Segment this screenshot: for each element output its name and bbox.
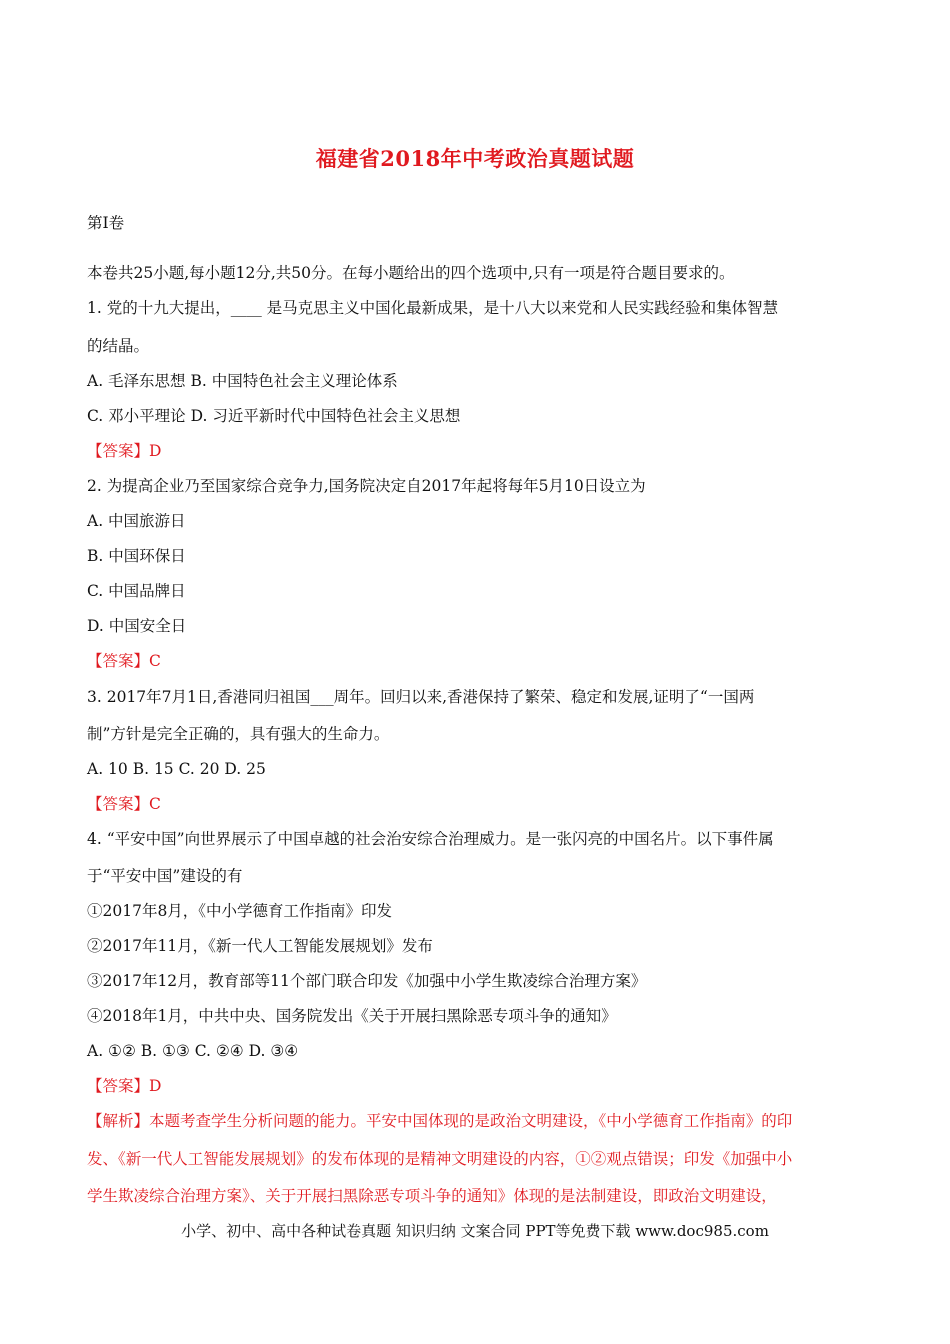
question-2-answer: 【答案】C <box>87 652 161 670</box>
question-4-item-4: ④2018年1月，中共中央、国务院发出《关于开展扫黑除恶专项斗争的通知》 <box>87 1007 617 1025</box>
question-4-line-1: 4. “平安中国”向世界展示了中国卓越的社会治安综合治理威力。是一张闪亮的中国名片。以下事件属 <box>87 830 774 848</box>
page-footer: 小学、初中、高中各种试卷真题 知识归纳 文案合同 PPT等免费下载 www.doc985.com <box>181 1222 769 1240</box>
instructions: 本卷共25小题,每小题12分,共50分。在每小题给出的四个选项中,只有一项是符合题目要求的。 <box>87 264 735 282</box>
question-4-line-2: 于“平安中国”建设的有 <box>87 867 243 885</box>
question-2-option-b: B. 中国环保日 <box>87 547 186 565</box>
question-1-options-cd: C. 邓小平理论 D. 习近平新时代中国特色社会主义思想 <box>87 407 461 425</box>
question-3-line-2: 制”方针是完全正确的，具有强大的生命力。 <box>87 725 390 743</box>
question-4-options: A. ①② B. ①③ C. ②④ D. ③④ <box>87 1042 299 1060</box>
question-2-option-a: A. 中国旅游日 <box>87 512 186 530</box>
question-1-options-ab: A. 毛泽东思想 B. 中国特色社会主义理论体系 <box>87 372 398 390</box>
question-3-line-1: 3. 2017年7月1日,香港同归祖国___周年。回归以来,香港保持了繁荣、稳定和发展,证明了“一国两 <box>87 688 755 706</box>
question-1-line-1: 1. 党的十九大提出，____ 是马克思主义中国化最新成果，是十八大以来党和人民实践经验和集体智慧 <box>87 299 779 317</box>
question-4-analysis-line-2: 发、《新一代人工智能发展规划》的发布体现的是精神文明建设的内容，①②观点错误；印发《加强中小 <box>87 1150 793 1168</box>
question-2-option-d: D. 中国安全日 <box>87 617 187 635</box>
document-title: 福建省2018年中考政治真题试题 <box>315 146 635 171</box>
question-3-answer: 【答案】C <box>87 795 161 813</box>
question-3-options: A. 10 B. 15 C. 20 D. 25 <box>87 760 266 778</box>
question-4-analysis-line-3: 学生欺凌综合治理方案》、关于开展扫黑除恶专项斗争的通知》体现的是法制建设，即政治文明建设， <box>87 1187 777 1205</box>
question-2-option-c: C. 中国品牌日 <box>87 582 186 600</box>
question-4-answer: 【答案】D <box>87 1077 162 1095</box>
section-label: 第I卷 <box>87 214 125 232</box>
question-1-answer: 【答案】D <box>87 442 162 460</box>
question-4-item-2: ②2017年11月，《新一代人工智能发展规划》发布 <box>87 937 433 955</box>
question-4-item-3: ③2017年12月，教育部等11个部门联合印发《加强中小学生欺凌综合治理方案》 <box>87 972 647 990</box>
question-4-item-1: ①2017年8月，《中小学德育工作指南》印发 <box>87 902 393 920</box>
question-2-line-1: 2. 为提高企业乃至国家综合竞争力,国务院决定自2017年起将每年5月10日设立为 <box>87 477 646 495</box>
question-1-line-2: 的结晶。 <box>87 337 150 355</box>
question-4-analysis-line-1: 【解析】本题考查学生分析问题的能力。平安中国体现的是政治文明建设，《中小学德育工作指南》的印 <box>87 1112 793 1130</box>
